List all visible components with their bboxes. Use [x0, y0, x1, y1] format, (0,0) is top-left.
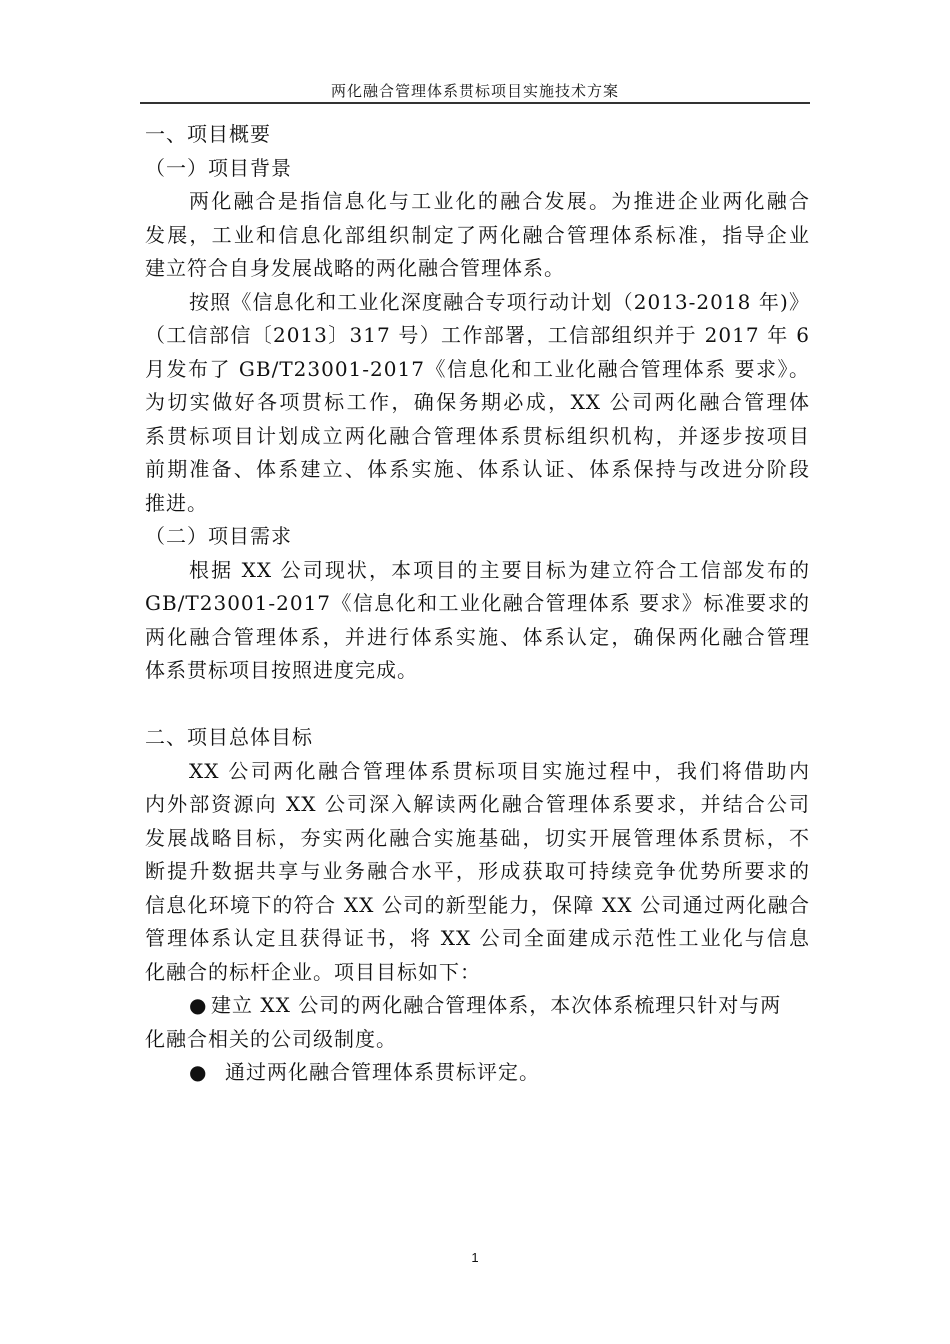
page-number: 1: [471, 1250, 479, 1265]
bullet-text: 建立 XX 公司的两化融合管理体系，本次体系梳理只针对与两: [211, 993, 782, 1017]
paragraph-line: 按照《信息化和工业化深度融合专项行动计划（2013-2018 年)》: [189, 289, 810, 314]
section-heading: 一、项目概要: [145, 122, 271, 146]
paragraph-line: 内外部资源向 XX 公司深入解读两化融合管理体系要求，并结合公司: [145, 792, 810, 816]
paragraph-line: 两化融合是指信息化与工业化的融合发展。为推进企业两化融合: [189, 189, 810, 213]
paragraph-line: GB/T23001-2017《信息化和工业化融合管理体系 要求》标准要求的: [145, 591, 810, 615]
paragraph-line: 系贯标项目计划成立两化融合管理体系贯标组织机构，并逐步按项目: [145, 423, 810, 448]
paragraph-line: （工信部信〔2013〕317 号）工作部署，工信部组织并于 2017 年 6: [145, 323, 810, 347]
paragraph-line: 建立符合自身发展战略的两化融合管理体系。: [145, 256, 565, 280]
subsection-heading: （一）项目背景: [145, 155, 292, 180]
paragraph-line: 推进。: [145, 490, 208, 515]
paragraph-line: 发展战略目标，夯实两化融合实施基础，切实开展管理体系贯标，不: [145, 825, 810, 850]
bullet-continuation: 化融合相关的公司级制度。: [145, 1026, 397, 1051]
paragraph-line: 断提升数据共享与业务融合水平，形成获取可持续竞争优势所要求的: [145, 859, 810, 883]
paragraph-line: 月发布了 GB/T23001-2017《信息化和工业化融合管理体系 要求》。: [145, 356, 810, 381]
paragraph-line: XX 公司两化融合管理体系贯标项目实施过程中，我们将借助内: [189, 758, 810, 783]
paragraph-line: 前期准备、体系建立、体系实施、体系认证、体系保持与改进分阶段: [145, 457, 810, 481]
page-header-title: 两化融合管理体系贯标项目实施技术方案: [330, 82, 619, 100]
paragraph-line: 根据 XX 公司现状，本项目的主要目标为建立符合工信部发布的: [189, 557, 810, 582]
bullet-item: [145, 989, 810, 1023]
paragraph-line: 信息化环境下的符合 XX 公司的新型能力，保障 XX 公司通过两化融合: [145, 892, 810, 917]
paragraph-line: 发展，工业和信息化部组织制定了两化融合管理体系标准，指导企业: [145, 222, 810, 247]
bullet-item: [145, 1056, 810, 1090]
paragraph-line: 化融合的标杆企业。项目目标如下：: [145, 959, 481, 984]
section-heading: 二、项目总体目标: [145, 725, 313, 749]
bullet-text: 通过两化融合管理体系贯标评定。: [225, 1060, 540, 1084]
paragraph-line: 两化融合管理体系，并进行体系实施、体系认定，确保两化融合管理: [145, 624, 810, 649]
paragraph-line: 管理体系认定且获得证书，将 XX 公司全面建成示范性工业化与信息: [145, 926, 810, 950]
header-divider: [140, 102, 810, 104]
paragraph-line: 为切实做好各项贯标工作，确保务期必成，XX 公司两化融合管理体: [145, 390, 810, 414]
blank-line: [145, 688, 810, 722]
bullet-icon: ●: [189, 993, 208, 1017]
bullet-icon: ●: [189, 1060, 208, 1084]
paragraph-line: 体系贯标项目按照进度完成。: [145, 658, 418, 682]
document-body: [145, 118, 810, 1090]
subsection-heading: （二）项目需求: [145, 524, 292, 548]
